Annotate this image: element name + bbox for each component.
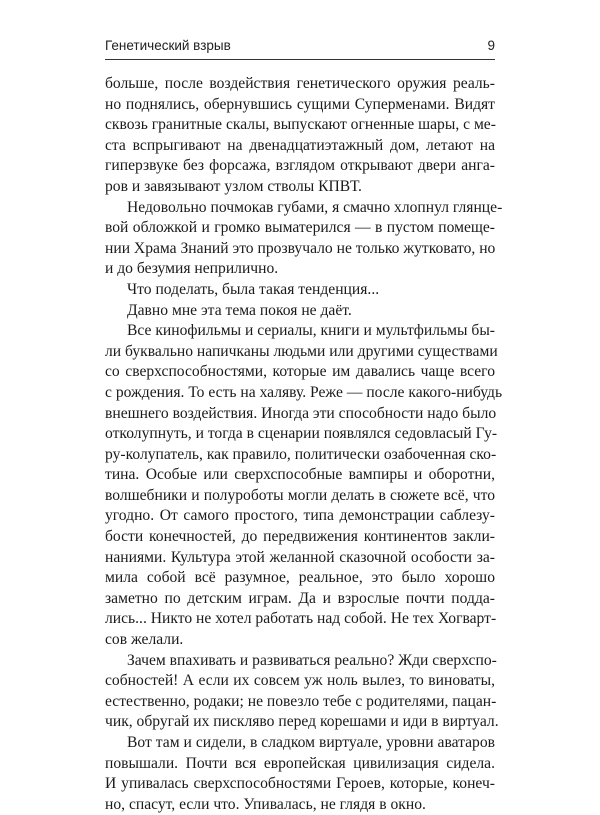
- text-line: Что поделать, была такая тенденция...: [127, 280, 380, 298]
- text-line: Вот там и сидели, в сладком виртуале, уровни аватаров: [127, 734, 495, 751]
- text-line: со сверхспособностями, которые им давались чаще всего: [105, 363, 495, 381]
- text-line: Зачем впахивать и развиваться реально? Жди сверхспо-: [127, 651, 497, 669]
- text-line: мила собой всё разумное, реальное, это было хорошо: [105, 569, 495, 587]
- text-line: заметно по детским играм. Да и взрослые почти подда-: [105, 589, 495, 607]
- text-line: сов желали.: [105, 631, 184, 649]
- text-line: наниями. Культура этой желанной сказочной особости за-: [105, 548, 495, 566]
- text-line: с рождения. То есть на халяву. Реже — после какого-нибудь: [105, 383, 503, 401]
- text-line: отколупнуть, и тогда в сценарии появлялся седовласый Гу-: [105, 425, 498, 443]
- body-text: [105, 74, 503, 815]
- text-line: бости конечностей, до передвижения континентов закли-: [105, 528, 495, 546]
- running-header: [105, 38, 495, 60]
- text-line: вой обложкой и громко выматерился — в пустом помеще-: [105, 219, 495, 237]
- text-line: Все кинофильмы и сериалы, книги и мультфильмы бы-: [127, 322, 495, 340]
- text-line: Давно мне эта тема покоя не даёт.: [127, 301, 352, 319]
- book-page: [105, 38, 503, 815]
- text-line: сквозь гранитные скалы, выпускают огненные шары, с ме-: [105, 116, 496, 134]
- text-line: но, спасут, если что. Упивалась, не глядя в окно.: [105, 795, 426, 813]
- text-line: гиперзвуке без форсажа, взглядом открывают двери анга-: [105, 157, 495, 175]
- text-line: тина. Особые или сверхспособные вампиры и оборотни,: [105, 466, 495, 484]
- text-line: ру-колупатель, как правило, политически озабоченная ско-: [105, 445, 497, 463]
- text-line: И упивалась сверхспособностями Героев, которые, конеч-: [105, 775, 495, 793]
- text-line: угодно. От самого простого, типа демонстрации саблезу-: [105, 507, 495, 525]
- text-line: ста вспрыгивают на двенадцатиэтажный дом, летают на: [105, 136, 495, 154]
- text-line: ров и завязывают узлом стволы КПВТ.: [105, 177, 362, 195]
- text-line: чик, обругай их пискляво перед корешами и иди в виртуал.: [105, 713, 499, 731]
- text-line: нии Храма Знаний это прозвучало не только жутковато, но: [105, 239, 496, 257]
- text-line: естественно, родаки; не повезло тебе с родителями, пацан-: [105, 692, 497, 710]
- text-line: и до безумия неприлично.: [105, 260, 279, 278]
- text-line: ли буквально напичканы людьми или другими существами: [105, 342, 498, 360]
- text-line: волшебники и полуроботы могли делать в сюжете всё, что: [105, 486, 495, 504]
- text-line: но поднялись, обернувшись сущими Суперменами. Видят: [105, 95, 495, 113]
- text-line: собностей! А если их совсем уж ноль вылез, то виноваты,: [105, 672, 495, 690]
- text-line: внешнего воздействия. Иногда эти способности надо было: [105, 404, 497, 422]
- text-line: больше, после воздействия генетического оружия реаль-: [105, 75, 495, 92]
- text-line: повышали. Почти вся европейская цивилизация сидела.: [105, 754, 495, 772]
- text-line: Недовольно почмокав губами, я смачно хлопнул глянце-: [127, 198, 503, 216]
- text-line: лись... Никто не хотел работать над собой. Не тех Хогварт-: [105, 610, 497, 628]
- running-title: Генетический взрыв: [105, 38, 231, 53]
- page-number: 9: [487, 38, 495, 53]
